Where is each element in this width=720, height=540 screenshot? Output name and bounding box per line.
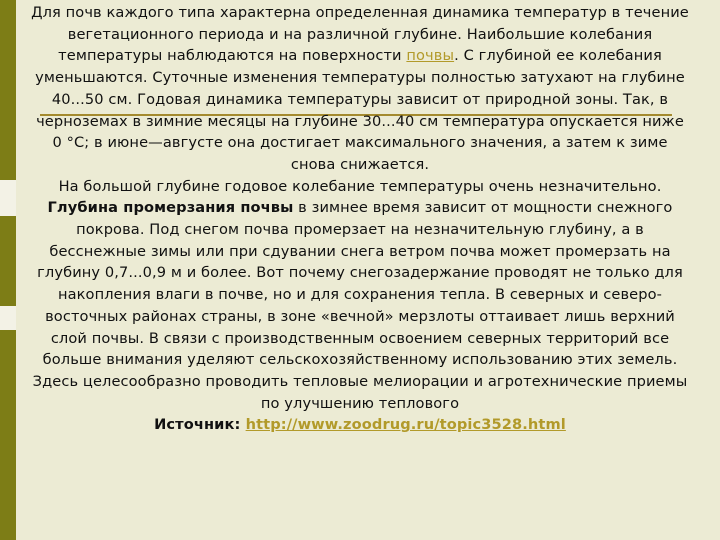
source-line bbox=[30, 414, 690, 436]
source-label: Источник: bbox=[154, 416, 246, 434]
paragraph-freezing-depth bbox=[30, 176, 690, 415]
paragraph1-intro: Для почв каждого типа характерна определенная динамика температур в течение вегетационного периода и на различной глубине. Наибольшие колебания температуры наблюдаются на поверхности bbox=[31, 4, 689, 65]
left-decor-bar bbox=[0, 0, 16, 540]
slide-text bbox=[30, 2, 690, 436]
left-decor-segment-top bbox=[0, 0, 16, 180]
paragraph2-before-term: На большой глубине годовое колебание температуры очень незначительно. bbox=[58, 177, 662, 195]
left-decor-segment-middle bbox=[0, 216, 16, 306]
paragraph-temperature-dynamics bbox=[30, 2, 690, 176]
paragraph2-after-term: в зимнее время зависит от мощности снежного покрова. Под снегом почва промерзает на незначительную глубину, а в бесснежные зимы или при сдувании снега ветром почва может промерзать на глубину 0,7...0,9 м и более. Вот почему снегозадержание проводят не только для накопления влаги в почве, но и для сохранения тепла. В северных и северо-восточных районах страны, в зоне «вечной» мерзлоты оттаивает лишь верхний слой почвы. В связи с производственным освоением северных территорий все больше внимания уделяют сельскохозяйственному использованию этих земель. Здесь целесообразно проводить тепловые мелиорации и агротехнические приемы по улучшению теплового bbox=[32, 199, 688, 412]
soil-link[interactable]: почвы bbox=[406, 47, 455, 65]
freezing-depth-term: Глубина промерзания почвы bbox=[47, 199, 294, 217]
left-decor-segment-bottom bbox=[0, 330, 16, 540]
source-link[interactable]: http://www.zoodrug.ru/topic3528.html bbox=[245, 416, 566, 434]
paragraph1-rest: . С глубиной ее колебания уменьшаются. Суточные изменения температуры полностью затухают на глубине 40...50 см. Годовая динамика температуры зависит от природной зоны. Так, в черноземах в зимние месяцы на глубине 30...40 см температура опускается ниже 0 °С; в июне—августе она достигает максимального значения, а затем к зиме снова снижается. bbox=[35, 47, 685, 173]
